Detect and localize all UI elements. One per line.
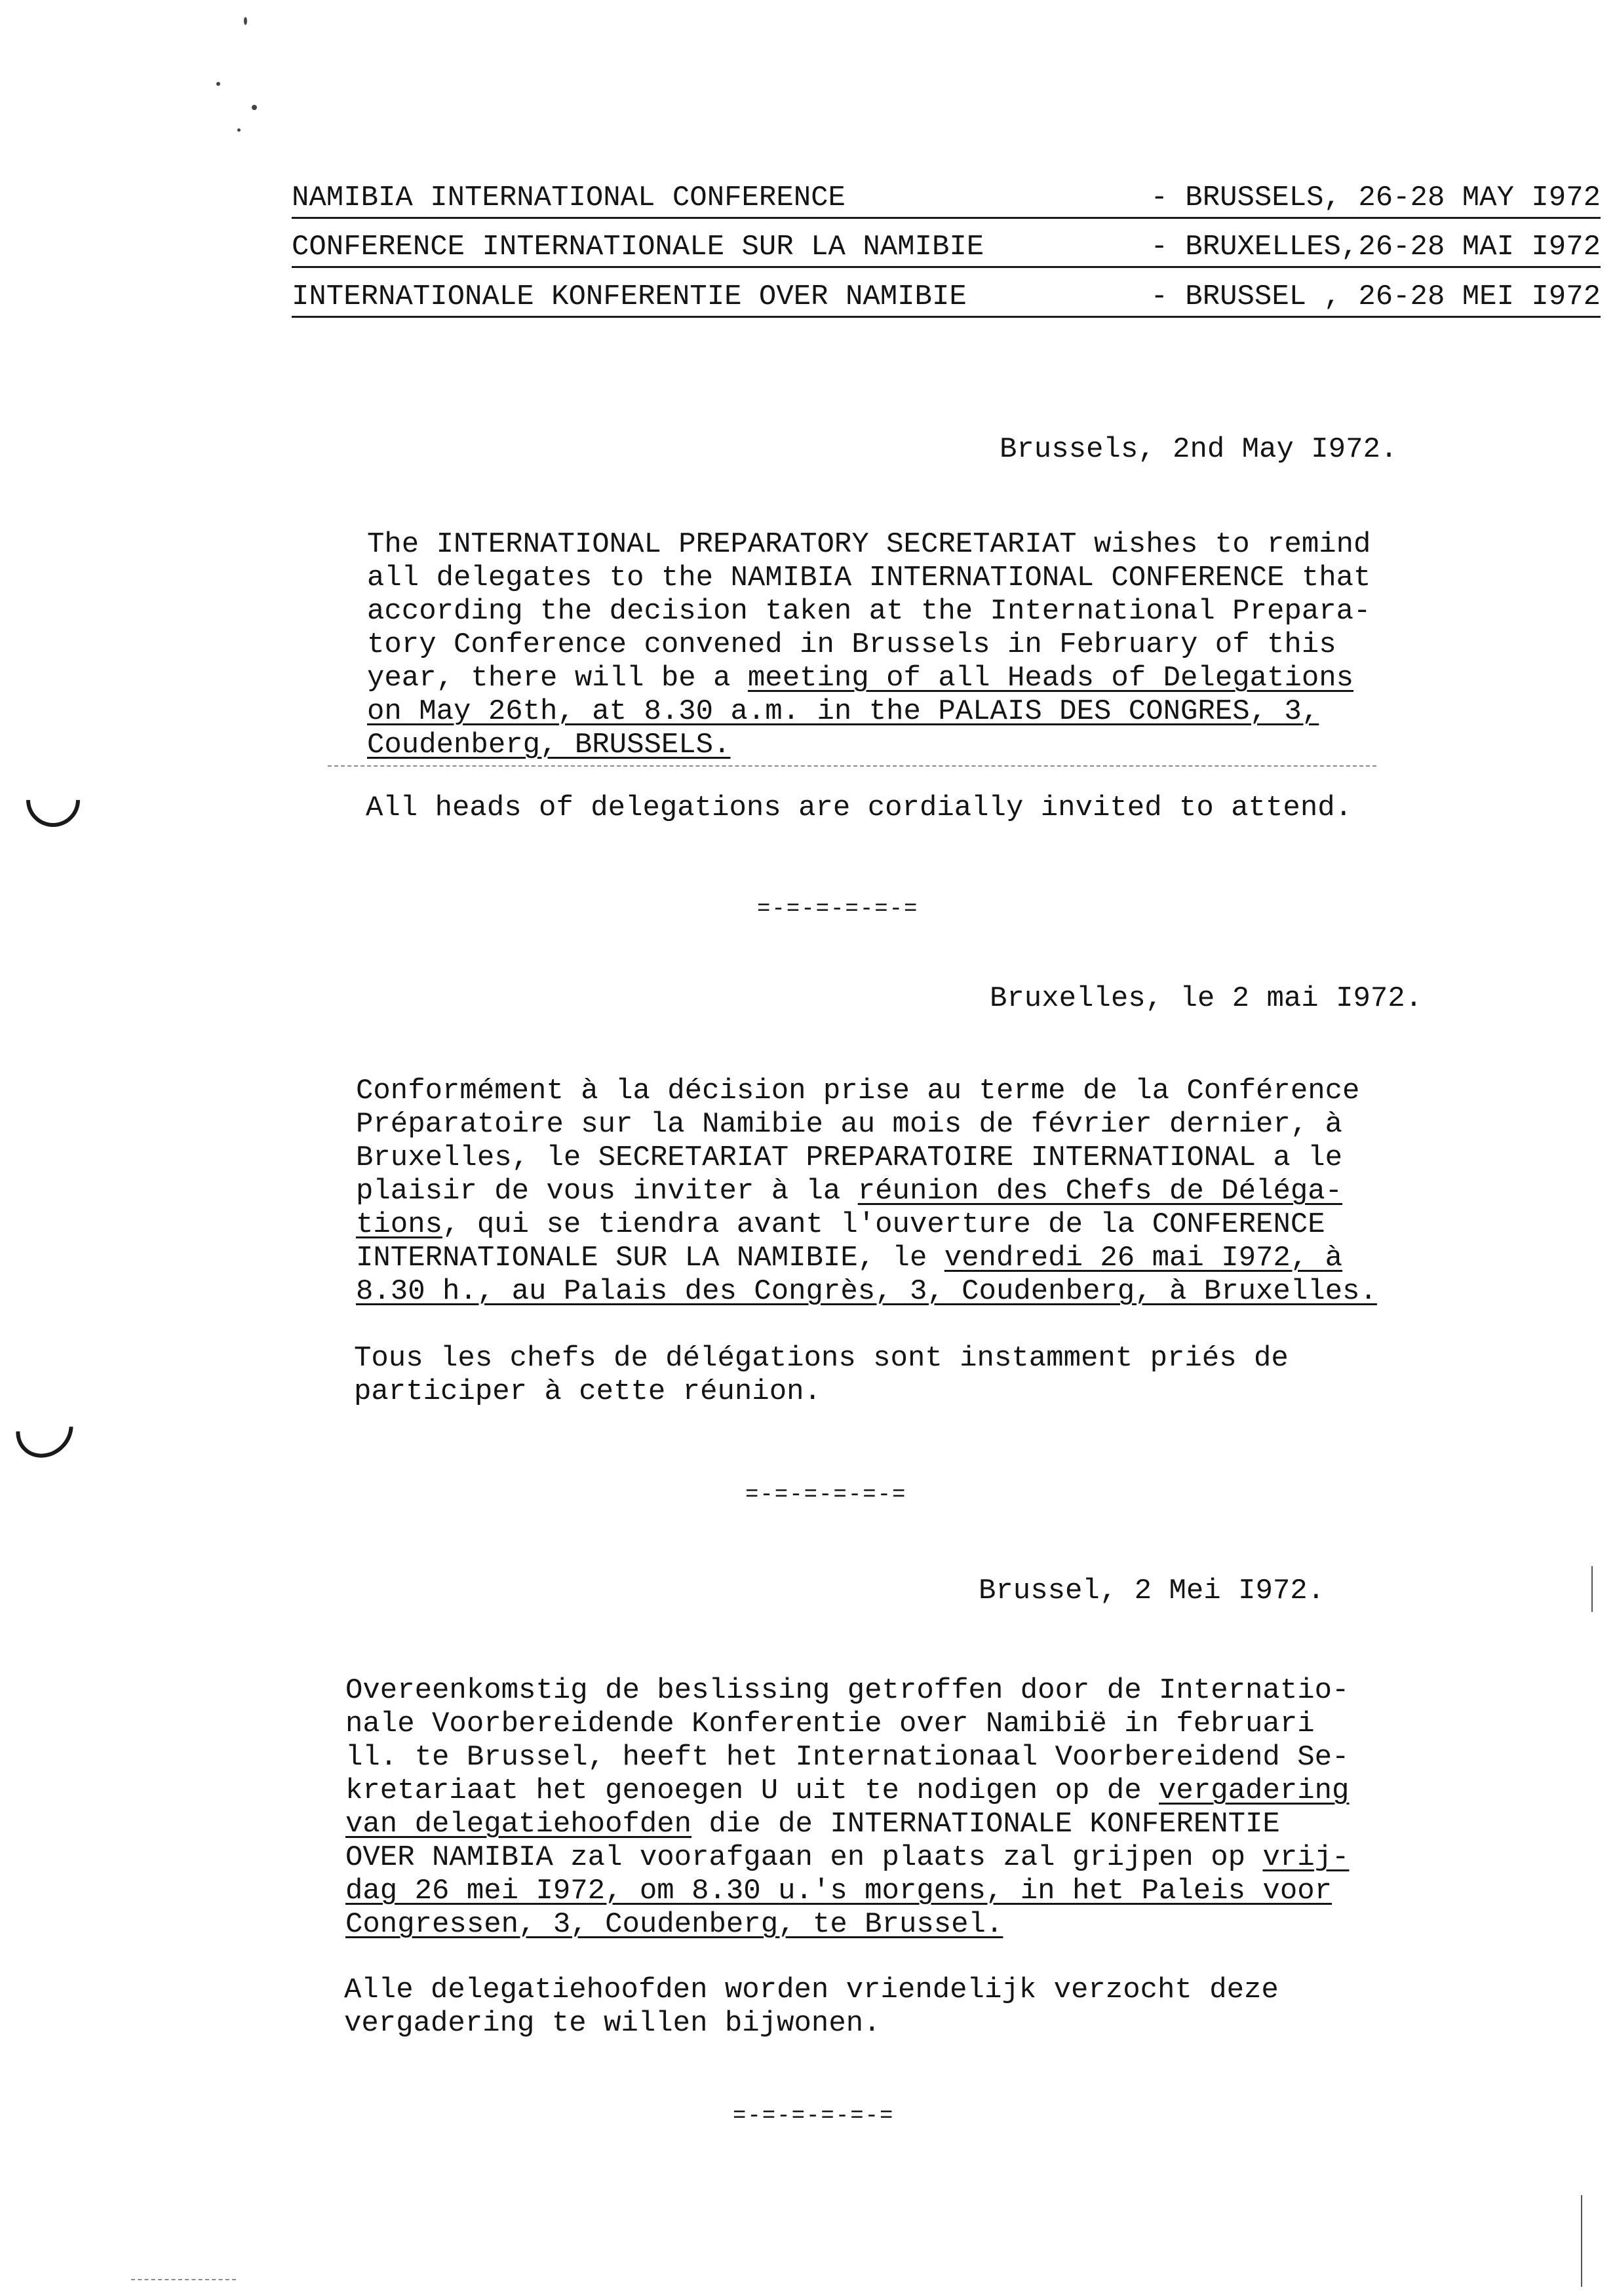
body-line	[356, 1175, 1377, 1208]
section-separator: =-=-=-=-=-=	[733, 2104, 895, 2129]
underlined-text: vergadering	[1159, 1774, 1350, 1807]
scan-speck	[237, 128, 241, 132]
header-place-en: - BRUSSELS, 26-28 MAY I972	[1150, 182, 1601, 214]
english-body	[367, 528, 1371, 762]
underlined-text: meeting of all Heads of Delegations	[747, 662, 1354, 695]
body-text: INTERNATIONALE SUR LA NAMIBIE, le	[356, 1242, 944, 1274]
dutch-date: Brussel, 2 Mei I972.	[979, 1575, 1325, 1607]
english-closing: All heads of delegations are cordially invited to attend.	[366, 792, 1353, 824]
french-closing	[354, 1342, 1289, 1409]
punch-hole-mark	[4, 1388, 85, 1469]
body-line: Overeenkomstig de beslissing getroffen door de Internatio-	[345, 1674, 1350, 1707]
english-date: Brussels, 2nd May I972.	[1000, 433, 1398, 466]
underlined-line: Congressen, 3, Coudenberg, te Brussel.	[345, 1908, 1003, 1941]
dutch-body	[345, 1674, 1349, 1942]
scan-speck	[252, 105, 257, 110]
body-line	[367, 662, 1371, 695]
body-line	[345, 1841, 1349, 1875]
dutch-closing	[344, 1974, 1279, 2040]
header-title-fr: CONFERENCE INTERNATIONALE SUR LA NAMIBIE	[292, 231, 984, 263]
underlined-line: dag 26 mei I972, om 8.30 u.'s morgens, in het Paleis voor	[345, 1875, 1333, 1907]
header-title-nl: INTERNATIONALE KONFERENTIE OVER NAMIBIE	[292, 280, 967, 313]
section-separator: =-=-=-=-=-=	[757, 897, 919, 922]
underlined-text: tions	[356, 1208, 443, 1241]
body-line: Tous les chefs de délégations sont instamment priés de	[354, 1342, 1289, 1375]
french-body	[356, 1075, 1377, 1309]
body-line: Bruxelles, le SECRETARIAT PREPARATOIRE INTERNATIONAL a le	[356, 1141, 1343, 1174]
section-separator: =-=-=-=-=-=	[745, 1483, 907, 1508]
underlined-line: 8.30 h., au Palais des Congrès, 3, Coudenberg, à Bruxelles.	[356, 1275, 1377, 1308]
body-text: year, there will be a	[367, 662, 748, 695]
header-place-nl: - BRUSSEL , 26-28 MEI I972	[1150, 280, 1601, 313]
header-line-fr	[292, 228, 1601, 268]
body-line: Conformément à la décision prise au terme de la Conférence	[356, 1075, 1360, 1107]
underlined-text: van delegatiehoofden	[345, 1808, 692, 1841]
body-line: participer à cette réunion.	[354, 1375, 821, 1408]
body-line: Préparatoire sur la Namibie au mois de février dernier, à	[356, 1108, 1343, 1141]
header-title-en: NAMIBIA INTERNATIONAL CONFERENCE	[292, 182, 846, 214]
scan-dashed-rule	[328, 765, 1376, 767]
underlined-line: Coudenberg, BRUSSELS.	[367, 729, 731, 761]
body-line	[345, 1774, 1349, 1808]
underlined-text: vendredi 26 mai I972, à	[944, 1242, 1343, 1274]
body-line: according the decision taken at the International Prepara-	[367, 595, 1371, 628]
scan-edge-line	[131, 2279, 236, 2280]
body-line: nale Voorbereidende Konferentie over Namibië in februari	[345, 1708, 1315, 1740]
scan-edge-line	[1591, 1566, 1593, 1612]
body-line: tory Conference convened in Brussels in February of this	[367, 628, 1336, 661]
underlined-text: réunion des Chefs de Déléga-	[857, 1175, 1343, 1208]
body-line: vergadering te willen bijwonen.	[344, 2007, 881, 2040]
body-line: ll. te Brussel, heeft het Internationaal Voorbereidend Se-	[345, 1741, 1350, 1774]
body-line: Alle delegatiehoofden worden vriendelijk verzocht deze	[344, 1974, 1279, 2006]
underlined-line: on May 26th, at 8.30 a.m. in the PALAIS DES CONGRES, 3,	[367, 695, 1319, 728]
underlined-text: vrij-	[1262, 1841, 1350, 1874]
header-place-fr: - BRUXELLES,26-28 MAI I972	[1150, 231, 1601, 263]
body-line	[356, 1242, 1377, 1275]
scan-speck	[244, 17, 247, 25]
body-line: The INTERNATIONAL PREPARATORY SECRETARIAT wishes to remind	[367, 528, 1371, 561]
body-text: die de INTERNATIONALE KONFERENTIE	[691, 1808, 1280, 1841]
french-date: Bruxelles, le 2 mai I972.	[990, 982, 1423, 1015]
body-text: kretariaat het genoegen U uit te nodigen op de	[345, 1774, 1159, 1807]
header-line-nl	[292, 278, 1601, 318]
punch-hole-mark	[15, 762, 91, 838]
header-line-en	[292, 179, 1601, 219]
body-line: all delegates to the NAMIBIA INTERNATIONAL CONFERENCE that	[367, 562, 1371, 594]
body-line	[345, 1808, 1349, 1841]
body-text: , qui se tiendra avant l'ouverture de la CONFERENCE	[442, 1208, 1325, 1241]
body-text: plaisir de vous inviter à la	[356, 1175, 858, 1208]
scan-speck	[216, 82, 220, 86]
body-text: OVER NAMIBIA zal voorafgaan en plaats zal grijpen op	[345, 1841, 1263, 1874]
body-line	[356, 1208, 1377, 1242]
scan-edge-line	[1581, 2195, 1582, 2287]
